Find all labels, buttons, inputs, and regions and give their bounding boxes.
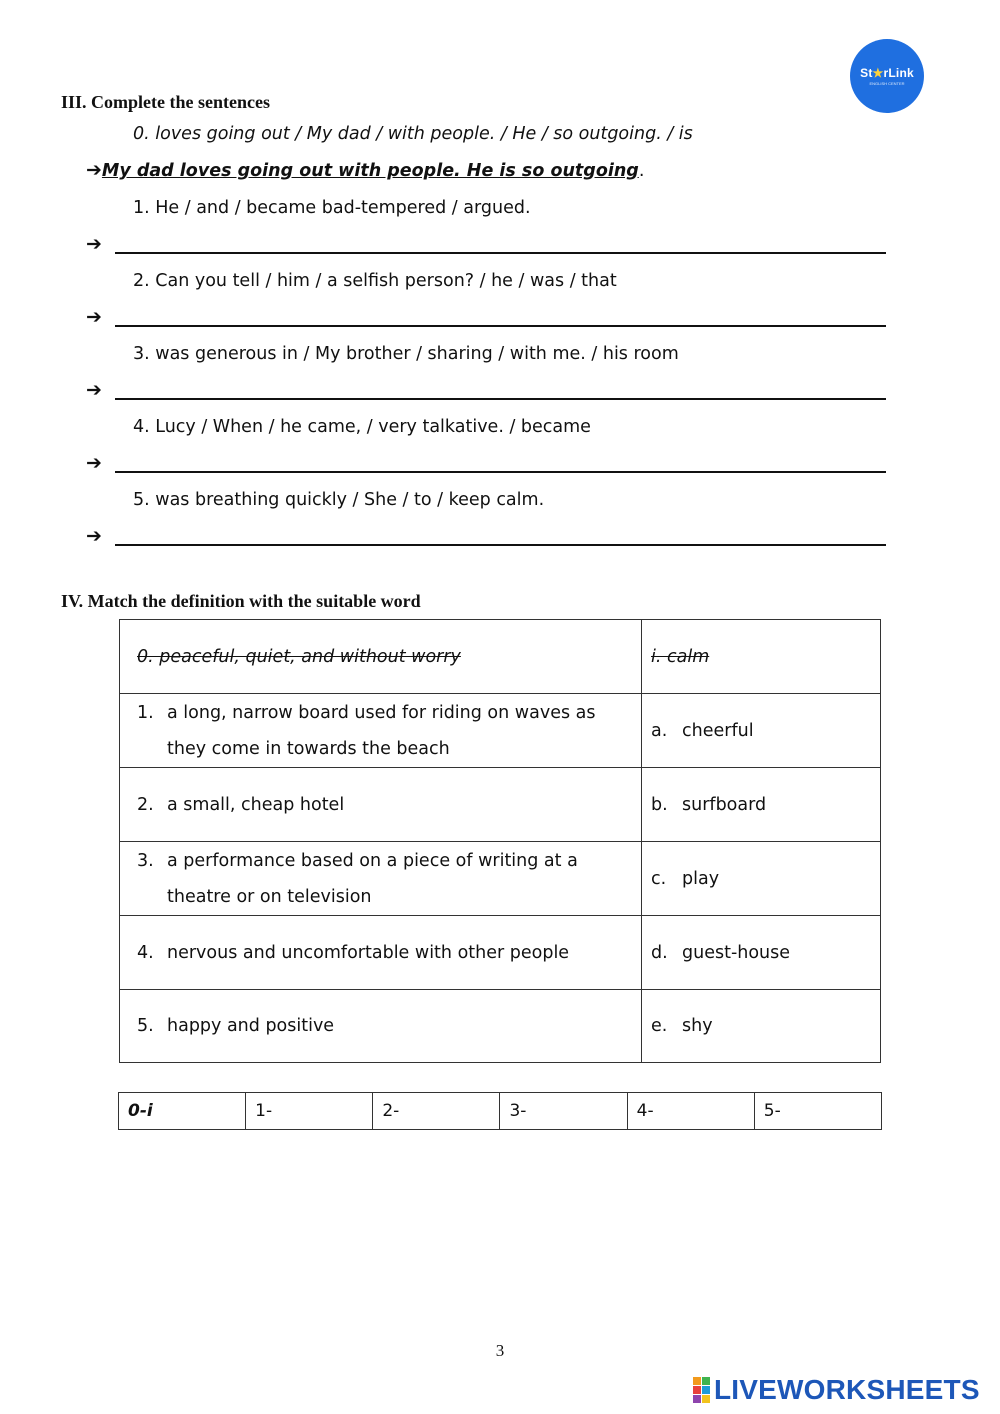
definition-cell: 1. a long, narrow board used for riding on waves as they come in towards the beach (120, 694, 642, 768)
example-answer: ➔My dad loves going out with people. He is so outgoing. (86, 159, 645, 181)
answer-cell-2[interactable]: 2- (373, 1093, 500, 1130)
starlink-logo (850, 39, 924, 113)
prompt-1: 1. He / and / became bad-tempered / argued. (133, 198, 531, 218)
answer-line-3[interactable] (86, 378, 886, 402)
logo-text: St★rLink (860, 66, 914, 80)
arrow-icon: ➔ (86, 306, 102, 328)
prompt-5: 5. was breathing quickly / She / to / keep calm. (133, 490, 545, 510)
section-4-title: IV. Match the definition with the suitable word (61, 591, 421, 611)
prompt-3: 3. was generous in / My brother / sharing / with me. / his room (133, 344, 679, 364)
answer-cell-3[interactable]: 3- (500, 1093, 627, 1130)
definition-cell: 2. a small, cheap hotel (120, 768, 642, 842)
word-cell: c. play (642, 842, 881, 916)
table-row (120, 916, 881, 990)
definition-cell: 5. happy and positive (120, 990, 642, 1063)
table-row (120, 620, 881, 694)
liveworksheets-watermark (693, 1374, 980, 1406)
table-row (120, 990, 881, 1063)
answer-line-2[interactable] (86, 305, 886, 329)
word-cell: d. guest-house (642, 916, 881, 990)
definition-cell: 4. nervous and uncomfortable with other people (120, 916, 642, 990)
answer-line-1[interactable] (86, 232, 886, 256)
watermark-text: LIVEWORKSHEETS (714, 1374, 980, 1405)
prompt-4: 4. Lucy / When / he came, / very talkative. / became (133, 417, 591, 437)
logo-subtext: ENGLISH CENTER (869, 81, 905, 86)
answer-line-5[interactable] (86, 524, 886, 548)
answer-line-4[interactable] (86, 451, 886, 475)
arrow-icon: ➔ (86, 233, 102, 255)
section-3-title: III. Complete the sentences (61, 92, 270, 112)
table-row (120, 842, 881, 916)
answer-table (118, 1092, 882, 1130)
answer-cell-1[interactable]: 1- (246, 1093, 373, 1130)
answer-cell-4[interactable]: 4- (627, 1093, 754, 1130)
match-table (119, 619, 881, 1063)
example-definition: 0. peaceful, quiet, and without worry (120, 620, 642, 694)
arrow-icon: ➔ (86, 159, 102, 181)
prompt-2: 2. Can you tell / him / a selfish person? / he / was / that (133, 271, 617, 291)
example-answer-text: My dad loves going out with people. He is so outgoing (101, 161, 639, 181)
word-cell: a. cheerful (642, 694, 881, 768)
example-word: i. calm (642, 620, 881, 694)
example-prompt: 0. loves going out / My dad / with people. / He / so outgoing. / is (133, 124, 693, 144)
arrow-icon: ➔ (86, 379, 102, 401)
liveworksheets-logo-icon (693, 1377, 710, 1403)
arrow-icon: ➔ (86, 525, 102, 547)
table-row (120, 768, 881, 842)
table-row (120, 694, 881, 768)
answer-cell-0: 0-i (119, 1093, 246, 1130)
definition-cell: 3. a performance based on a piece of writing at a theatre or on television (120, 842, 642, 916)
page-number: 3 (495, 1341, 505, 1360)
word-cell: b. surfboard (642, 768, 881, 842)
arrow-icon: ➔ (86, 452, 102, 474)
answer-cell-5[interactable]: 5- (754, 1093, 881, 1130)
word-cell: e. shy (642, 990, 881, 1063)
